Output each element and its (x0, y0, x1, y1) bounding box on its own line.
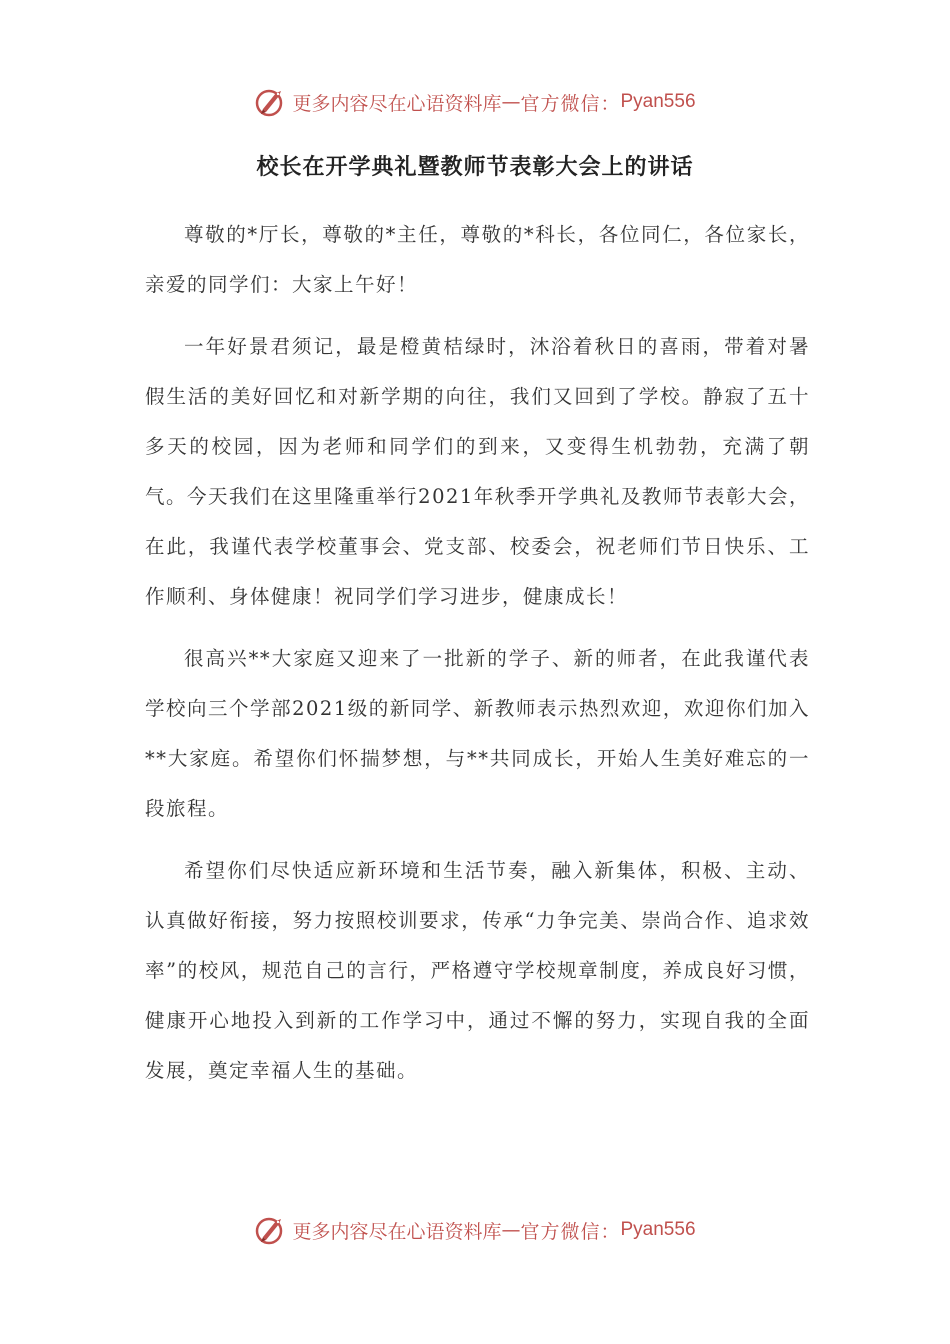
pen-nib-logo-icon (254, 85, 288, 119)
banner-wechat-handle: Pyan556 (620, 1219, 696, 1240)
document-title: 校长在开学典礼暨教师节表彰大会上的讲话 (256, 154, 694, 180)
banner-separator: — (501, 91, 521, 113)
document-body (145, 210, 810, 1108)
banner-wechat-handle: Pyan556 (620, 91, 696, 112)
paragraph-expectations: 希望你们尽快适应新环境和生活节奏，融入新集体，积极、主动、认真做好衔接，努力按照校训要求，传承“力争完美、崇尚合作、追求效率”的校风，规范自己的言行，严格遵守学校规章制度，养成良好习惯，健康开心地投入到新的工作学习中，通过不懈的努力，实现自我的全面发展，奠定幸福人生的基础。 (145, 859, 810, 1082)
paragraph-welcome: 很高兴**大家庭又迎来了一批新的学子、新的师者，在此我谨代表学校向三个学部2021级的新同学、新教师表示热烈欢迎，欢迎你们加入**大家庭。希望你们怀揣梦想，与**共同成长，开始人生美好难忘的一段旅程。 (145, 647, 810, 820)
banner-wechat-label: 官方微信： (520, 92, 621, 115)
header-watermark-banner (0, 82, 950, 122)
banner-brand-text: 更多内容尽在心语资料库 (292, 1220, 502, 1243)
banner-brand-text: 更多内容尽在心语资料库 (292, 92, 502, 115)
pen-nib-logo-icon (254, 1213, 288, 1247)
banner-wechat-label: 官方微信： (520, 1220, 621, 1243)
footer-watermark-banner (0, 1210, 950, 1250)
paragraph-opening: 一年好景君须记，最是橙黄桔绿时，沐浴着秋日的喜雨，带着对暑假生活的美好回忆和对新学期的向往，我们又回到了学校。静寂了五十多天的校园，因为老师和同学们的到来，又变得生机勃勃，充满了朝气。今天我们在这里隆重举行2021年秋季开学典礼及教师节表彰大会，在此，我谨代表学校董事会、党支部、校委会，祝老师们节日快乐、工作顺利、身体健康！祝同学们学习进步，健康成长！ (145, 335, 810, 608)
banner-separator: — (501, 1219, 521, 1241)
paragraph-greeting: 尊敬的*厅长，尊敬的*主任，尊敬的*科长，各位同仁，各位家长，亲爱的同学们：大家上午好！ (145, 223, 810, 296)
